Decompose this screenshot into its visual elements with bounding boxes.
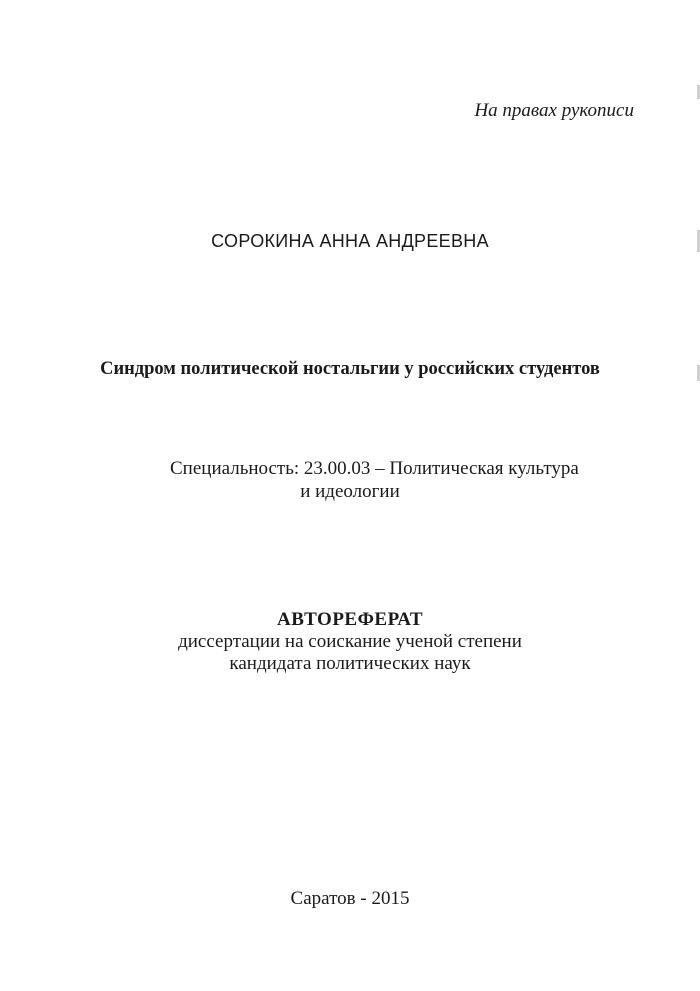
specialty-line-1: Специальность: 23.00.03 – Политическая культура: [170, 458, 579, 479]
author-name: СОРОКИНА АННА АНДРЕЕВНА: [211, 231, 489, 251]
abstract-description-line-2: кандидата политических наук: [229, 653, 471, 674]
place-and-year: Саратов - 2015: [290, 888, 410, 909]
abstract-description-line-1: диссертации на соискание ученой степени: [178, 631, 522, 652]
dissertation-title: Синдром политической ностальгии у российских студентов: [100, 359, 600, 379]
abstract-heading: АВТОРЕФЕРАТ: [276, 609, 423, 630]
specialty-line-2: и идеологии: [300, 481, 400, 502]
rights-notice: На правах рукописи: [474, 100, 634, 121]
